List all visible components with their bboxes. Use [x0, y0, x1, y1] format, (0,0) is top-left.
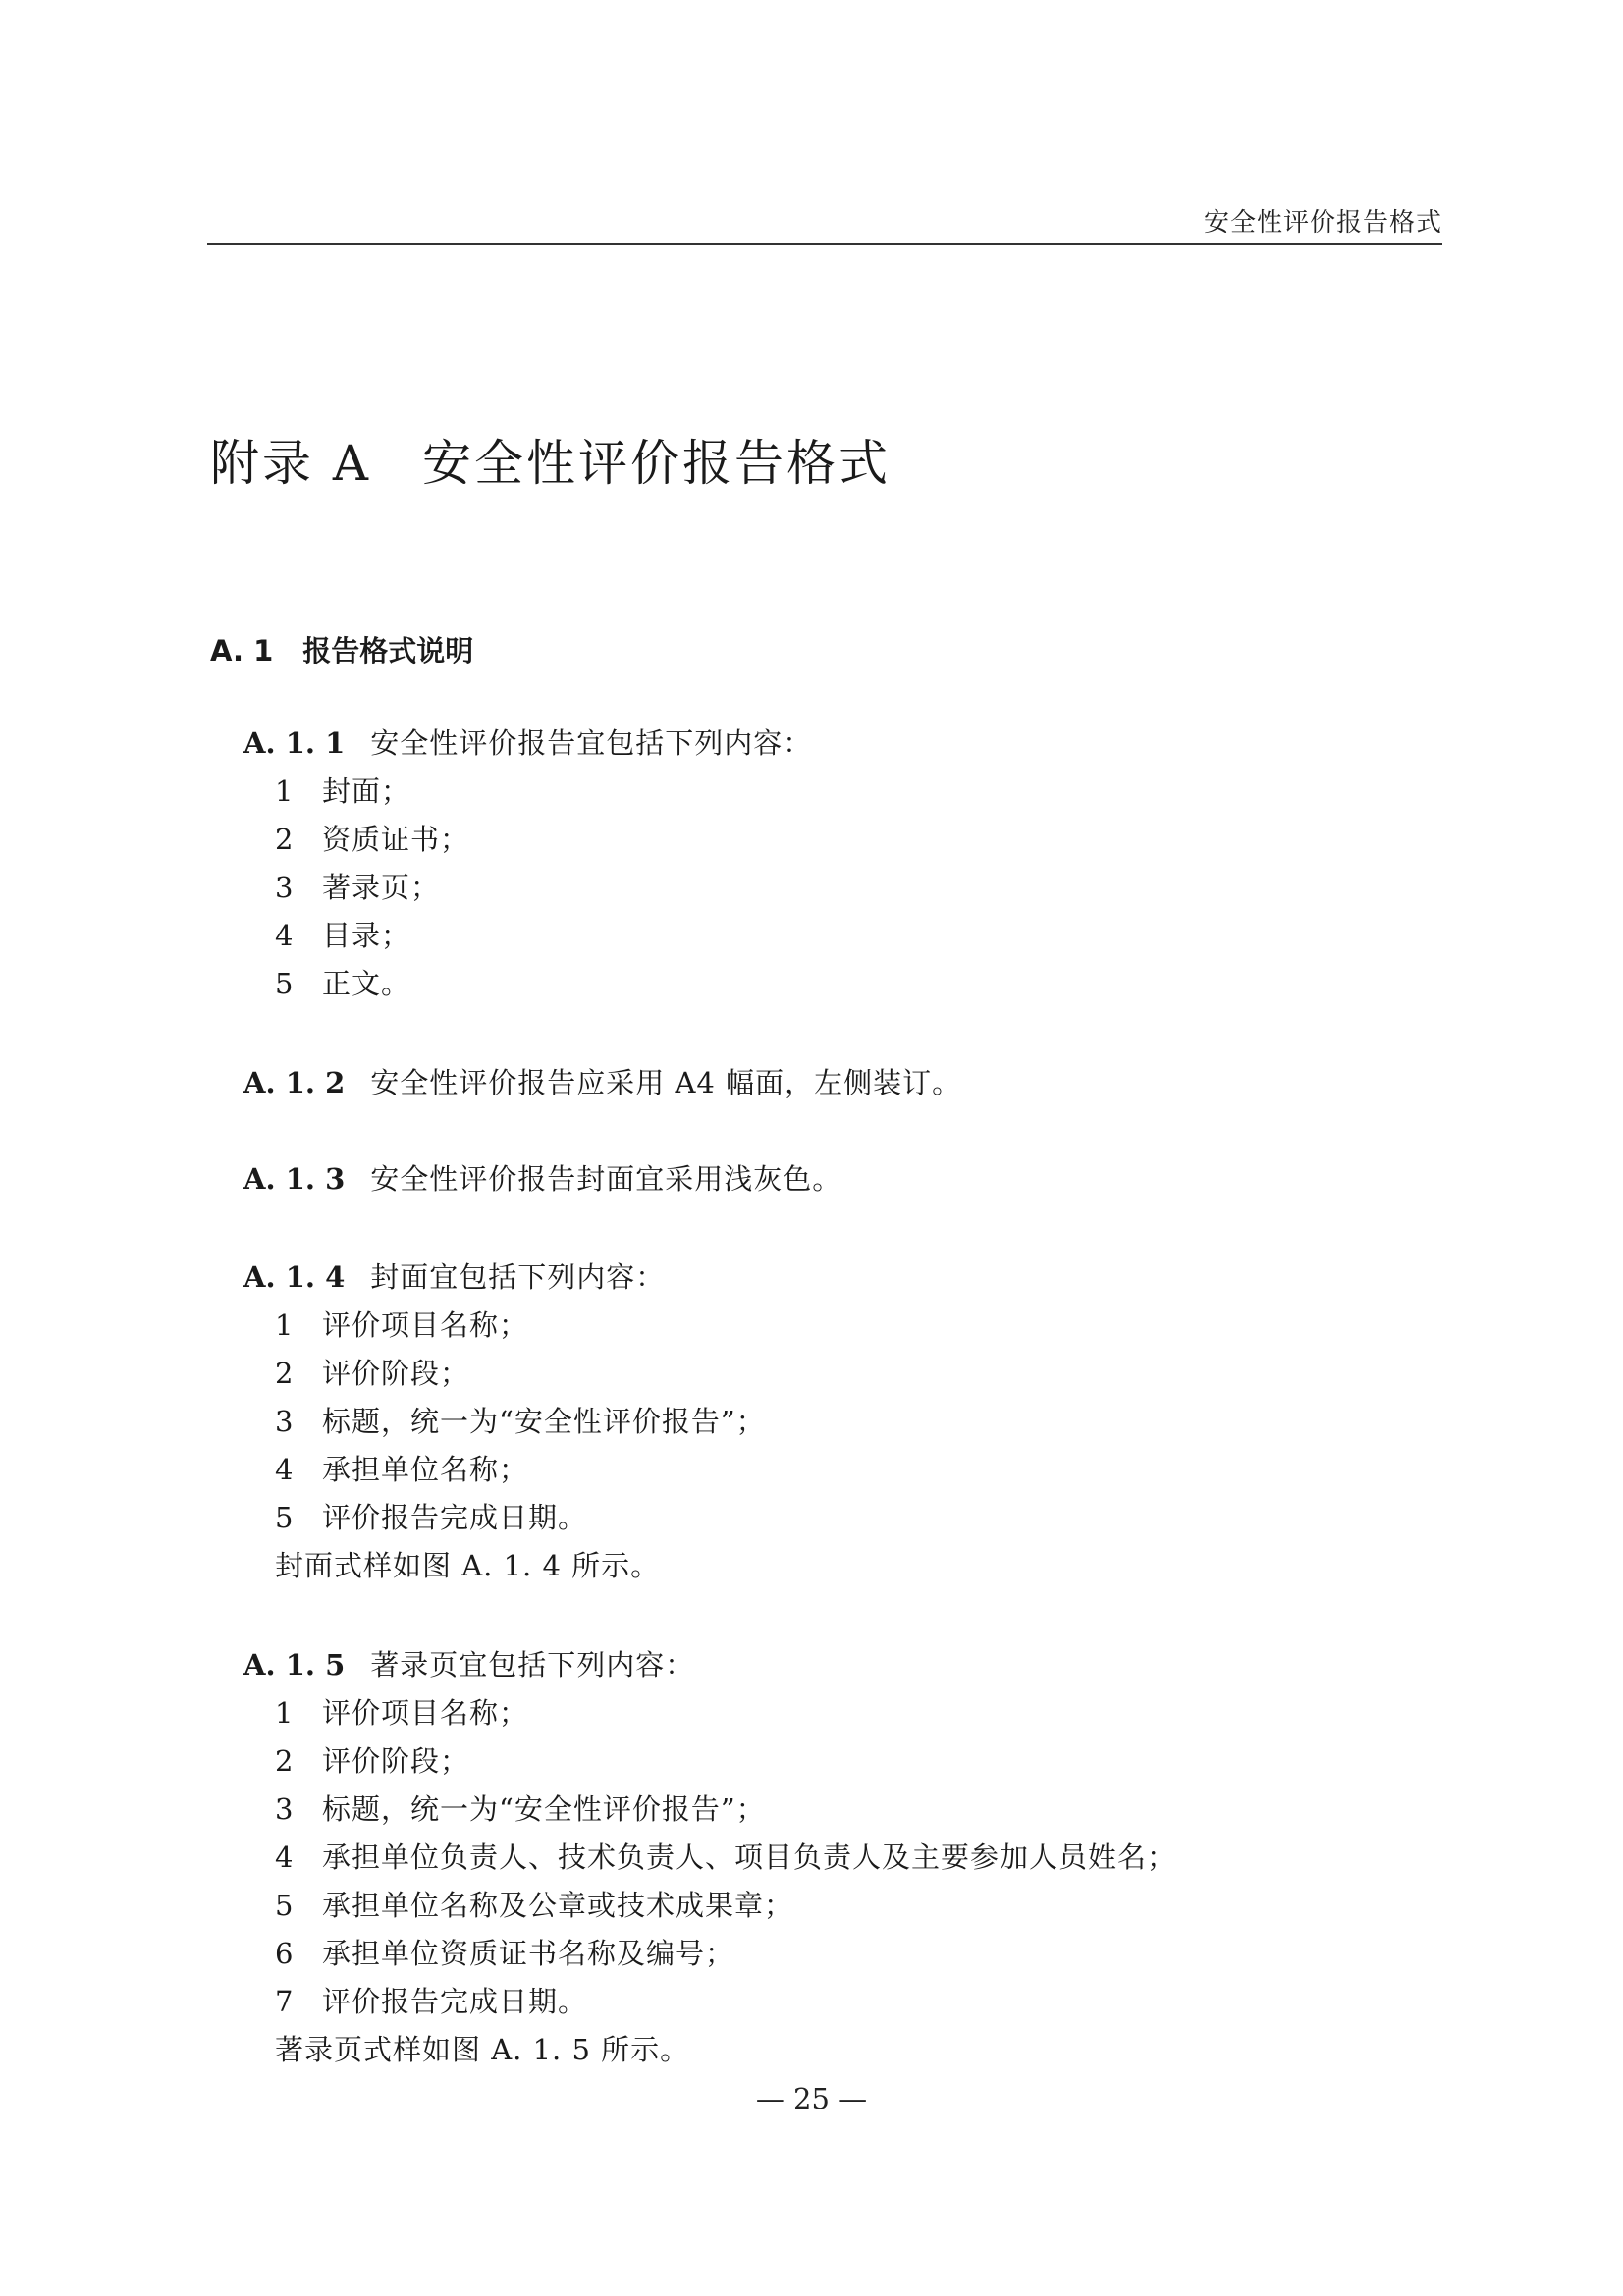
- list-item: 2 资质证书；: [275, 823, 470, 856]
- list-item: 4 承担单位负责人、技术负责人、项目负责人及主要参加人员姓名；: [275, 1841, 1177, 1874]
- section-heading: [210, 629, 473, 669]
- appendix-title: [210, 424, 891, 495]
- list-item: 5 评价报告完成日期。: [275, 1501, 588, 1534]
- clause-line: [243, 1254, 766, 1302]
- clause-number: A. 1. 1: [243, 726, 346, 760]
- appendix-title-text: 安全性评价报告格式: [422, 435, 892, 492]
- clause-line: [243, 1059, 961, 1107]
- clause-number: A. 1. 3: [243, 1162, 346, 1196]
- clause-number: A. 1. 5: [243, 1648, 346, 1682]
- list-item: 1 封面；: [275, 774, 411, 808]
- figure-note: 封面式样如图 A. 1. 4 所示。: [275, 1549, 661, 1582]
- clause-number: A. 1. 2: [243, 1066, 346, 1099]
- list-item: 5 正文。: [275, 967, 411, 1000]
- clause-text: 安全性评价报告宜包括下列内容：: [370, 726, 813, 760]
- list-item: 7 评价报告完成日期。: [275, 1985, 588, 2018]
- section-title: 报告格式说明: [302, 634, 474, 667]
- page-number: — 25 —: [755, 2082, 868, 2115]
- clause-line: [243, 1641, 1176, 1689]
- list-item: 2 评价阶段；: [275, 1357, 470, 1390]
- clause-a-1-2: [243, 1059, 961, 1107]
- clause-line: [243, 720, 812, 768]
- list-item: 3 标题，统一为“安全性评价报告”；: [275, 1792, 766, 1826]
- clause-text: 著录页宜包括下列内容：: [370, 1648, 695, 1682]
- clause-text: 封面宜包括下列内容：: [370, 1260, 666, 1294]
- list-item: 4 目录；: [275, 919, 411, 952]
- clause-a-1-1: [243, 720, 812, 1008]
- list-item: 4 承担单位名称；: [275, 1453, 529, 1486]
- clause-a-1-3: [243, 1155, 841, 1203]
- clause-number: A. 1. 4: [243, 1260, 346, 1294]
- list-item: 1 评价项目名称；: [275, 1696, 529, 1730]
- clause-line: [243, 1155, 841, 1203]
- clause-text: 安全性评价报告封面宜采用浅灰色。: [370, 1162, 842, 1196]
- figure-note: 著录页式样如图 A. 1. 5 所示。: [275, 2033, 690, 2066]
- list-item: 6 承担单位资质证书名称及编号；: [275, 1937, 735, 1970]
- list-item: 5 承担单位名称及公章或技术成果章；: [275, 1889, 794, 1922]
- list-item: 2 评价阶段；: [275, 1744, 470, 1778]
- header-rule: [207, 243, 1442, 245]
- list-item: 3 著录页；: [275, 871, 441, 904]
- clause-a-1-5: [243, 1641, 1176, 2074]
- list-item: 1 评价项目名称；: [275, 1308, 529, 1342]
- clause-a-1-4: [243, 1254, 766, 1590]
- appendix-label: 附录 A: [210, 435, 372, 492]
- section-number: A. 1: [210, 634, 274, 667]
- clause-text: 安全性评价报告应采用 A4 幅面，左侧装订。: [370, 1066, 962, 1099]
- running-header: 安全性评价报告格式: [1203, 208, 1442, 238]
- list-item: 3 标题，统一为“安全性评价报告”；: [275, 1405, 766, 1438]
